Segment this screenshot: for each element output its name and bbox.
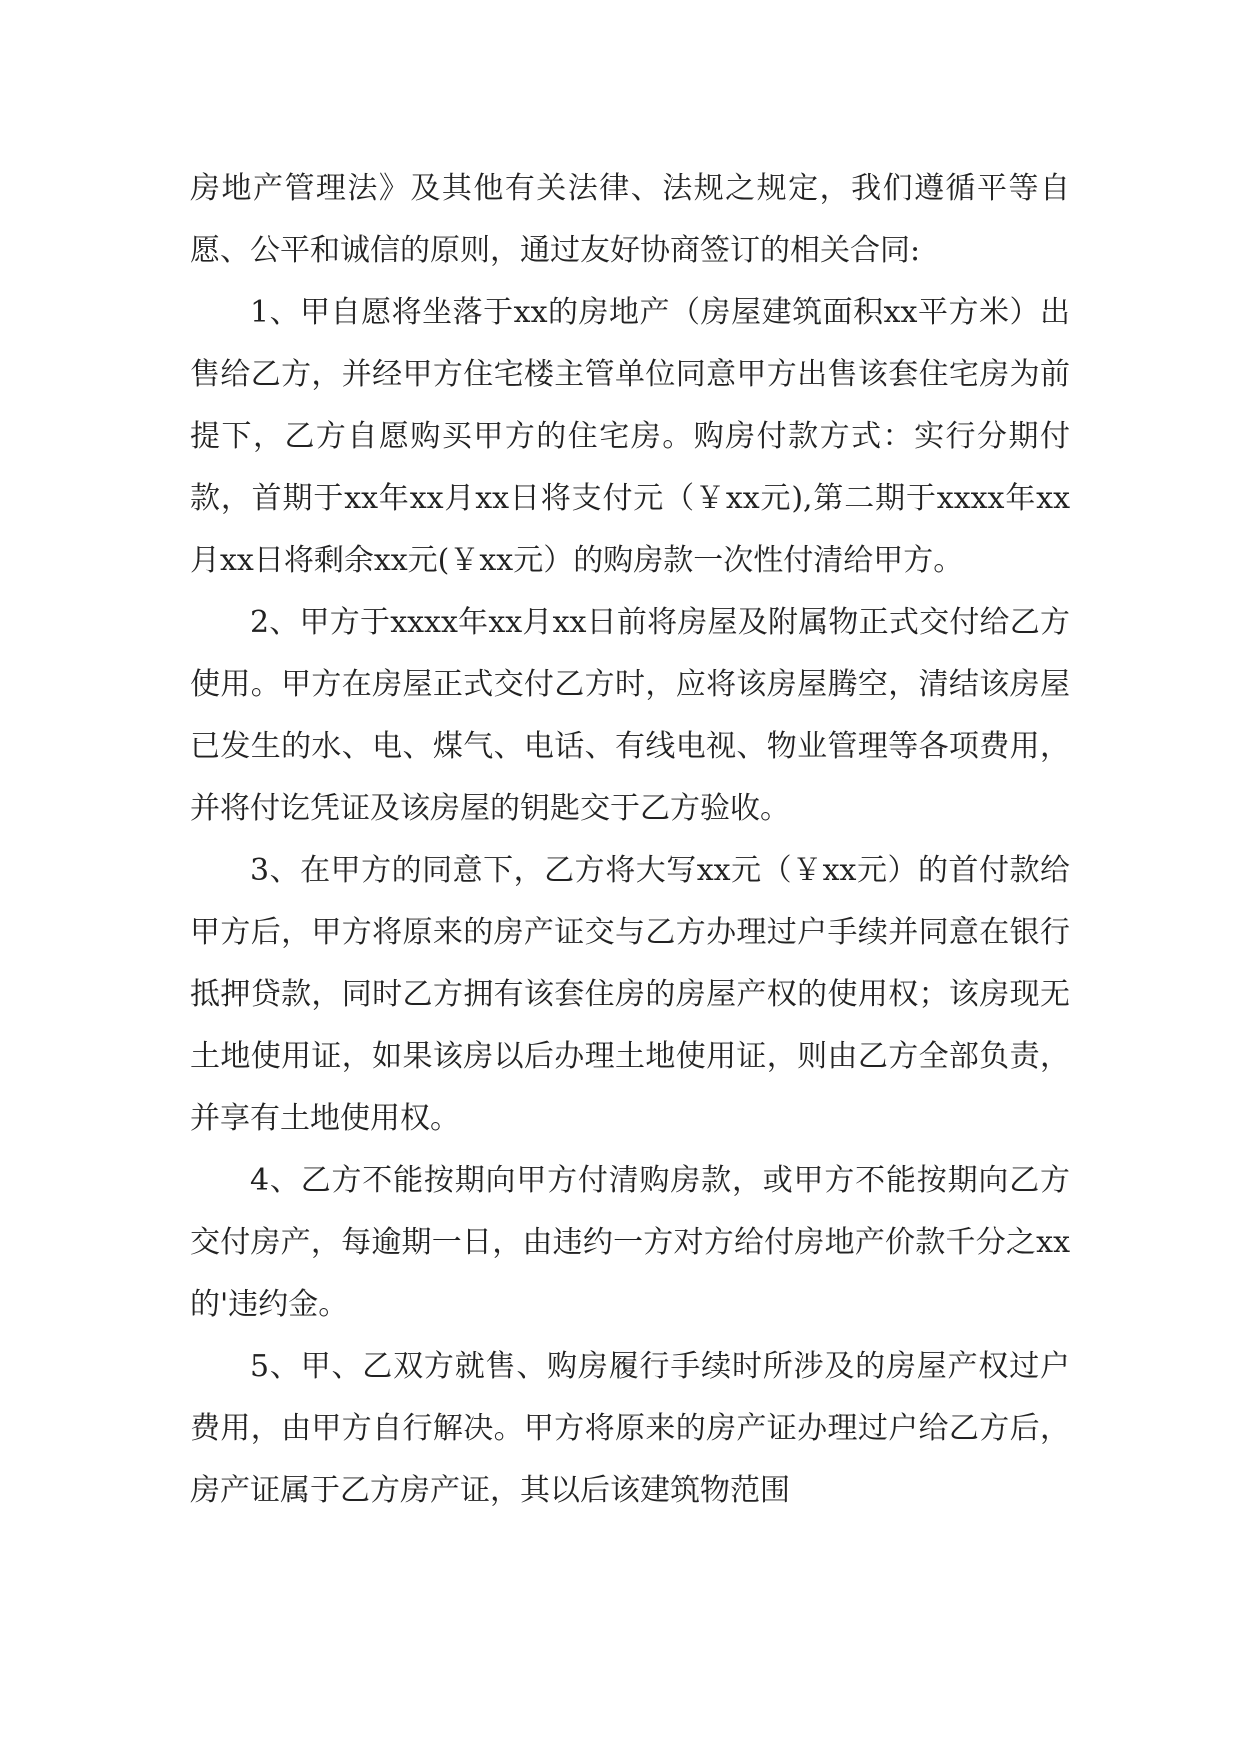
- paragraph-clause-2: 2、甲方于xxxx年xx月xx日前将房屋及附属物正式交付给乙方使用。甲方在房屋正式交付乙方时，应将该房屋腾空，清结该房屋已发生的水、电、煤气、电话、有线电视、物业管理等各项费用，并将付讫凭证及该房屋的钥匙交于乙方验收。: [190, 605, 1070, 826]
- document-body: [190, 158, 1070, 1522]
- paragraph-clause-4: 4、乙方不能按期向甲方付清购房款，或甲方不能按期向乙方交付房产，每逾期一日，由违约一方对方给付房地产价款千分之xx的'违约金。: [190, 1163, 1070, 1322]
- paragraph-clause-1: 1、甲自愿将坐落于xx的房地产（房屋建筑面积xx平方米）出售给乙方，并经甲方住宅楼主管单位同意甲方出售该套住宅房为前提下，乙方自愿购买甲方的住宅房。购房付款方式：实行分期付款，首期于xx年xx月xx日将支付元（￥xx元),第二期于xxxx年xx月xx日将剩余xx元(￥xx元）的购房款一次性付清给甲方。: [190, 295, 1070, 578]
- paragraph-clause-3: 3、在甲方的同意下，乙方将大写xx元（￥xx元）的首付款给甲方后，甲方将原来的房产证交与乙方办理过户手续并同意在银行抵押贷款，同时乙方拥有该套住房的房屋产权的使用权；该房现无土地使用证，如果该房以后办理土地使用证，则由乙方全部负责，并享有土地使用权。: [190, 853, 1070, 1136]
- paragraph-clause-5: 5、甲、乙双方就售、购房履行手续时所涉及的房屋产权过户费用，由甲方自行解决。甲方将原来的房产证办理过户给乙方后，房产证属于乙方房产证，其以后该建筑物范围: [190, 1349, 1070, 1508]
- paragraph-intro: 房地产管理法》及其他有关法律、法规之规定，我们遵循平等自愿、公平和诚信的原则，通过友好协商签订的相关合同:: [190, 171, 1070, 268]
